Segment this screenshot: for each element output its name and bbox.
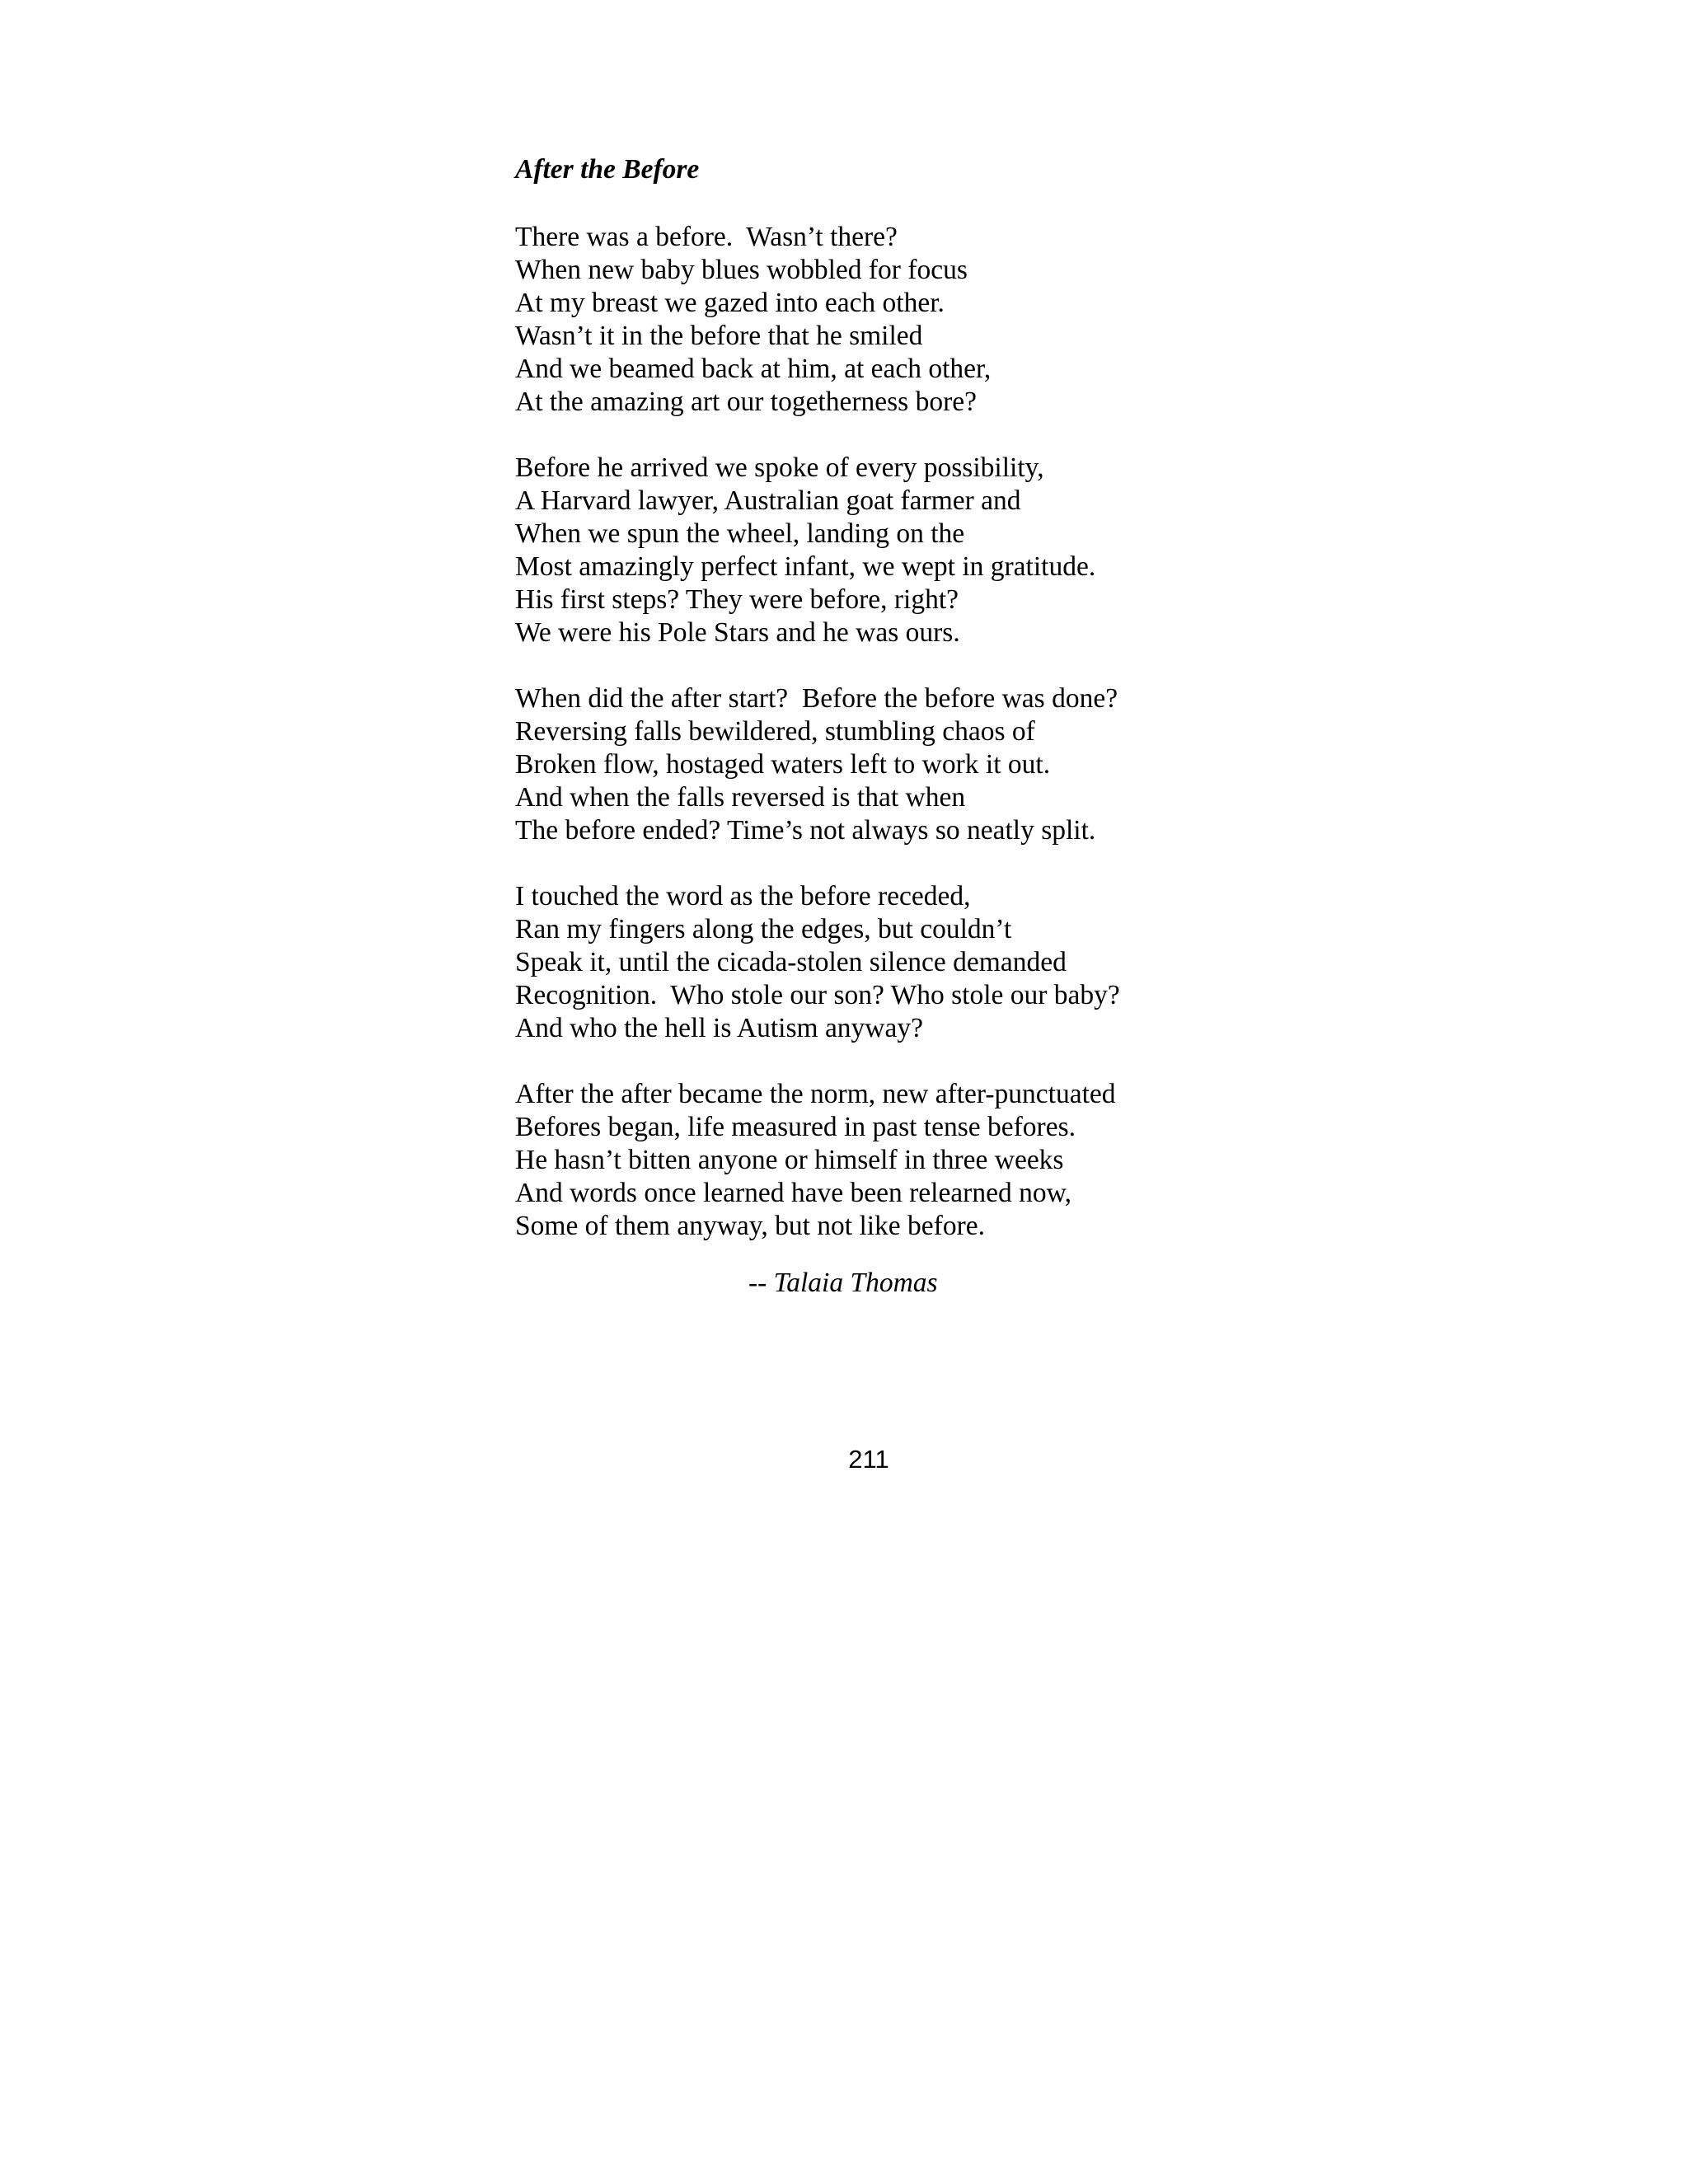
- stanza-2: [515, 452, 1257, 649]
- poem-line: Speak it, until the cicada-stolen silence demanded: [515, 947, 1067, 977]
- poem-line: His first steps? They were before, right?: [515, 584, 959, 615]
- poem-line: We were his Pole Stars and he was ours.: [515, 617, 960, 648]
- poem-line: Before he arrived we spoke of every possibility,: [515, 452, 1044, 483]
- poem-line: Recognition. Who stole our son? Who stole our baby?: [515, 980, 1120, 1010]
- poem-line: Wasn’t it in the before that he smiled: [515, 321, 923, 351]
- poem-line: The before ended? Time’s not always so neatly split.: [515, 815, 1096, 846]
- poem-line: Ran my fingers along the edges, but couldn’t: [515, 914, 1012, 944]
- poem-line: At the amazing art our togetherness bore?: [515, 387, 977, 417]
- poem-line: And when the falls reversed is that when: [515, 782, 966, 813]
- poem-line: After the after became the norm, new after-punctuated: [515, 1079, 1116, 1109]
- poem-line: There was a before. Wasn’t there?: [515, 222, 898, 252]
- poem-line: Some of them anyway, but not like before.: [515, 1211, 985, 1241]
- poem-line: Reversing falls bewildered, stumbling chaos of: [515, 716, 1035, 747]
- stanza-4: [515, 880, 1257, 1045]
- poem-line: When new baby blues wobbled for focus: [515, 255, 968, 285]
- poem-author: -- Talaia Thomas: [748, 1268, 938, 1298]
- stanza-3: [515, 682, 1257, 847]
- poem-line: A Harvard lawyer, Australian goat farmer and: [515, 485, 1021, 516]
- poem-line: Most amazingly perfect infant, we wept in gratitude.: [515, 551, 1096, 582]
- poem-line: I touched the word as the before receded,: [515, 881, 971, 912]
- poem-line: And who the hell is Autism anyway?: [515, 1013, 923, 1043]
- poem-line: When did the after start? Before the before was done?: [515, 683, 1118, 714]
- page-number: 211: [848, 1445, 889, 1474]
- poem-line: Broken flow, hostaged waters left to work it out.: [515, 749, 1051, 780]
- poem-line: When we spun the wheel, landing on the: [515, 518, 965, 549]
- poem-line: At my breast we gazed into each other.: [515, 288, 945, 318]
- stanza-1: [515, 221, 1257, 419]
- poem-line: He hasn’t bitten anyone or himself in three weeks: [515, 1145, 1064, 1175]
- stanza-5: [515, 1078, 1257, 1243]
- poem-title: After the Before: [515, 154, 700, 185]
- poem-line: Befores began, life measured in past tense befores.: [515, 1112, 1076, 1142]
- poem: [515, 150, 1257, 1276]
- poem-line: And we beamed back at him, at each other,: [515, 354, 992, 384]
- poem-line: And words once learned have been relearned now,: [515, 1178, 1071, 1208]
